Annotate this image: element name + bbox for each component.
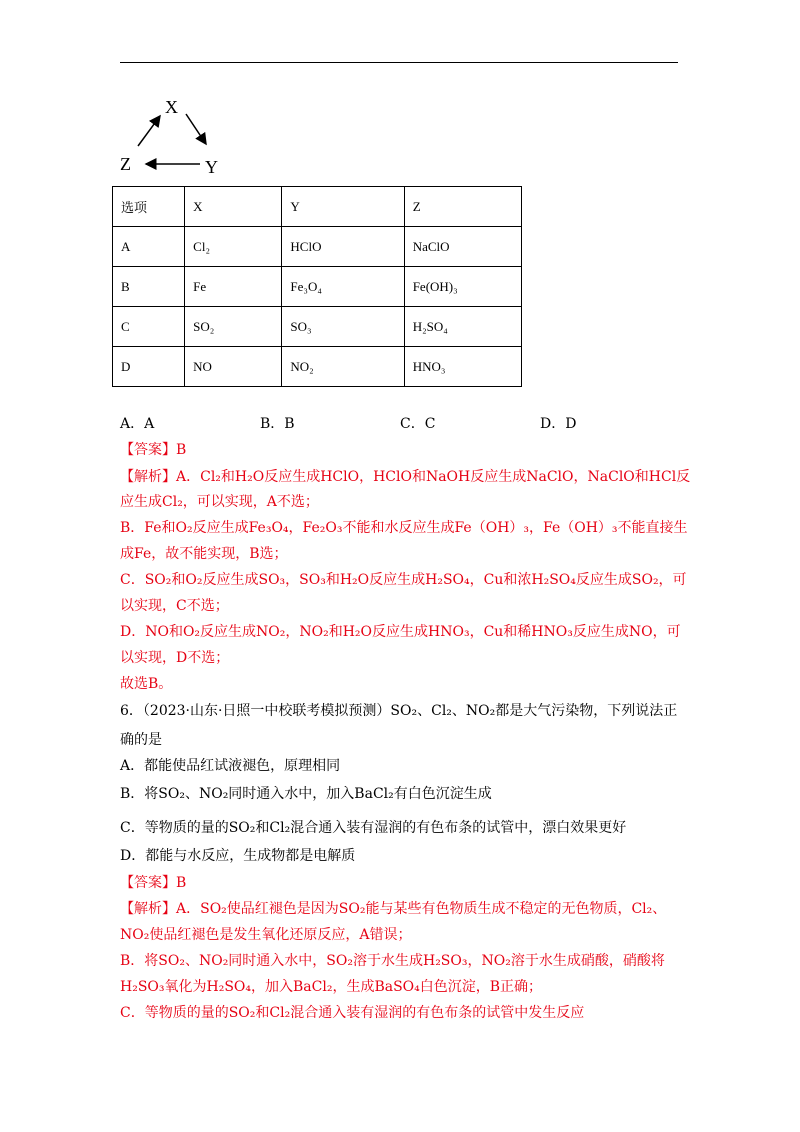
table-cell: B <box>113 267 185 307</box>
table-cell: Y <box>282 187 404 227</box>
q5-analysis-line: 以实现，C不选； <box>120 598 229 614</box>
table-cell: H₂SO₄ <box>404 307 521 347</box>
xyz-cycle-diagram <box>110 92 240 182</box>
table-cell: Fe <box>185 267 282 307</box>
table-cell: SO₂ <box>185 307 282 347</box>
choice-b: B．B <box>260 416 295 432</box>
q5-analysis-line: B．Fe和O₂反应生成Fe₃O₄，Fe₂O₃不能和水反应生成Fe（OH）₃，Fe（OH）₃不能直接生 <box>120 520 688 536</box>
table-cell: NO <box>185 347 282 387</box>
q5-analysis-line: 故选B。 <box>120 676 173 692</box>
q6-analysis-line: NO₂使品红褪色是发生氧化还原反应，A错误； <box>120 927 412 943</box>
q5-analysis-line: 应生成Cl₂，可以实现，A不选； <box>120 494 319 510</box>
table-cell: NO₂ <box>282 347 404 387</box>
table-cell: D <box>113 347 185 387</box>
table-cell: HClO <box>282 227 404 267</box>
table-row <box>113 267 522 307</box>
q6-stem-line: 确的是 <box>120 732 162 748</box>
table-cell: Cl₂ <box>185 227 282 267</box>
table-cell: Fe(OH)₃ <box>404 267 521 307</box>
q6-option-b: B．将SO₂、NO₂同时通入水中，加入BaCl₂有白色沉淀生成 <box>120 786 492 802</box>
node-z: Z <box>120 154 131 174</box>
q5-analysis-line: D．NO和O₂反应生成NO₂，NO₂和H₂O反应生成HNO₃，Cu和稀HNO₃反应生成NO，可 <box>120 624 681 640</box>
choice-c: C．C <box>400 416 436 432</box>
q6-analysis-line: C．等物质的量的SO₂和Cl₂混合通入装有湿润的有色布条的试管中发生反应 <box>120 1005 585 1021</box>
table-cell: A <box>113 227 185 267</box>
q6-analysis-line: B．将SO₂、NO₂同时通入水中，SO₂溶于水生成H₂SO₃，NO₂溶于水生成硝酸，硝酸将 <box>120 953 665 969</box>
table-cell: NaClO <box>404 227 521 267</box>
node-y: Y <box>205 157 218 177</box>
q6-analysis-line: H₂SO₃氧化为H₂SO₄，加入BaCl₂，生成BaSO₄白色沉淀，B正确； <box>120 979 543 995</box>
table-cell: HNO₃ <box>404 347 521 387</box>
table-row <box>113 227 522 267</box>
choice-a: A．A <box>120 416 155 432</box>
choice-d: D．D <box>540 416 577 432</box>
q5-analysis-line: 成Fe，故不能实现，B选； <box>120 546 288 562</box>
node-x: X <box>165 97 178 117</box>
table-cell: X <box>185 187 282 227</box>
table-cell: Fe₃O₄ <box>282 267 404 307</box>
table-cell: C <box>113 307 185 347</box>
q6-answer: 【答案】B <box>120 875 187 891</box>
q6-analysis-line: 【解析】A．SO₂使品红褪色是因为SO₂能与某些有色物质生成不稳定的无色物质，Cl₂、 <box>120 901 667 917</box>
q6-option-d: D．都能与水反应，生成物都是电解质 <box>120 848 356 864</box>
q5-analysis-line: 以实现，D不选； <box>120 650 230 666</box>
table-cell: SO₃ <box>282 307 404 347</box>
table-cell: 选项 <box>113 187 185 227</box>
table-header-row <box>113 187 522 227</box>
q5-analysis-line: 【解析】A．Cl₂和H₂O反应生成HClO，HClO和NaOH反应生成NaClO，NaClO和HCl反 <box>120 469 691 485</box>
q6-option-a: A．都能使品红试液褪色，原理相同 <box>120 758 341 774</box>
options-table <box>112 186 522 387</box>
q5-choices <box>120 414 680 434</box>
q6-option-c: C．等物质的量的SO₂和Cl₂混合通入装有湿润的有色布条的试管中，漂白效果更好 <box>120 820 627 836</box>
q5-answer: 【答案】B <box>120 442 187 458</box>
table-row <box>113 307 522 347</box>
table-row <box>113 347 522 387</box>
table-cell: Z <box>404 187 521 227</box>
q5-analysis-line: C．SO₂和O₂反应生成SO₃，SO₃和H₂O反应生成H₂SO₄，Cu和浓H₂SO₄反应生成SO₂，可 <box>120 572 687 588</box>
q6-stem-line: 6．（2023·山东·日照一中校联考模拟预测）SO₂、Cl₂、NO₂都是大气污染物，下列说法正 <box>120 703 678 719</box>
header-rule <box>120 62 678 63</box>
